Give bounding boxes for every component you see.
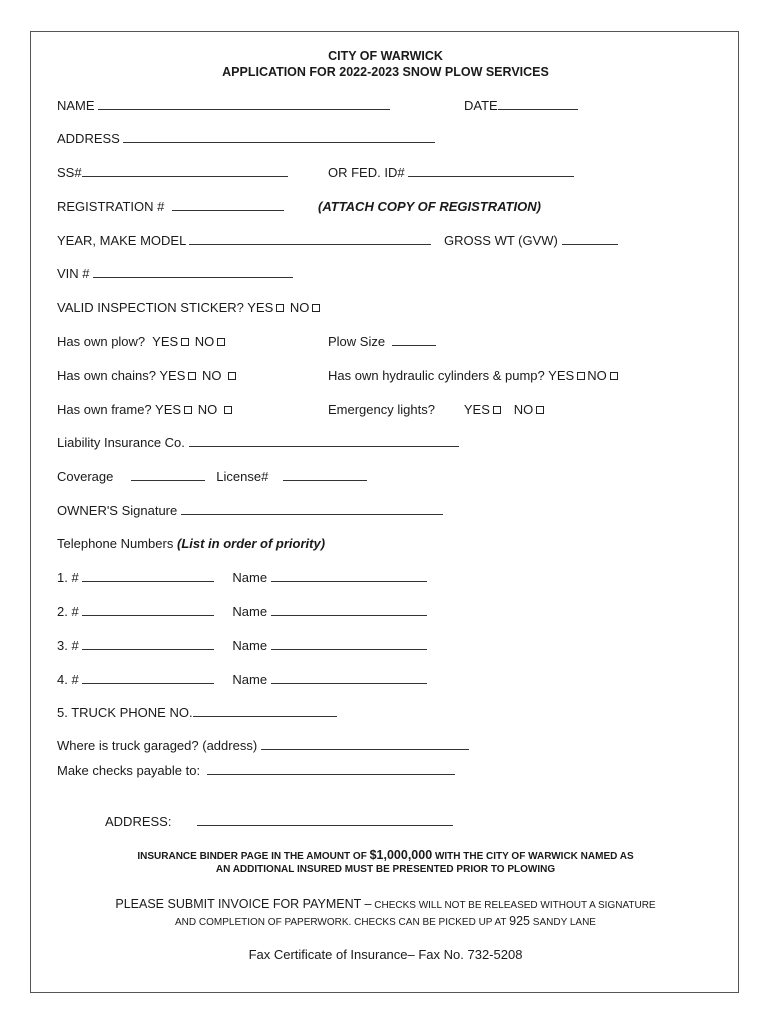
hydraulic-yes-label: YES: [548, 368, 575, 383]
insurance-amount: $1,000,000: [369, 848, 433, 862]
hydraulic-row: [328, 368, 620, 384]
checks-payable-label: Make checks payable to:: [57, 763, 201, 778]
hydraulic-no-label: NO: [587, 368, 607, 383]
own-chains-label: Has own chains?: [57, 368, 156, 383]
garaged-row: [57, 738, 469, 754]
liability-field[interactable]: [189, 435, 459, 447]
insurance-note-line2: AN ADDITIONAL INSURED MUST BE PRESENTED PRIOR TO PLOWING: [215, 864, 556, 875]
own-frame-row: [57, 402, 234, 418]
address-field[interactable]: [123, 131, 435, 143]
own-chains-no-label: NO: [202, 368, 222, 383]
payable-address-field[interactable]: [197, 814, 453, 826]
vin-row: [57, 266, 293, 282]
truck-phone-field[interactable]: [193, 705, 337, 717]
gross-wt-label: GROSS WT (GVW): [444, 233, 558, 248]
hydraulic-label: Has own hydraulic cylinders & pump?: [328, 368, 545, 383]
license-label: License#: [216, 469, 269, 484]
phone-row-4: [57, 672, 427, 688]
phone-hash-label: #: [71, 604, 79, 619]
ss-row: [57, 165, 288, 181]
form-title-application: APPLICATION FOR 2022-2023 SNOW PLOW SERVICES: [222, 65, 549, 79]
phone-number-1-index: 1.: [57, 570, 68, 585]
phone-2-name-field[interactable]: [271, 604, 427, 616]
submit-note-line2: [31, 914, 740, 928]
own-plow-yes-checkbox[interactable]: [181, 338, 189, 346]
fed-id-field[interactable]: [408, 165, 574, 177]
owner-signature-field[interactable]: [181, 503, 443, 515]
telephone-priority-note: (List in order of priority): [176, 536, 326, 551]
phone-2-field[interactable]: [82, 604, 214, 616]
checks-payable-field[interactable]: [207, 763, 455, 775]
emergency-lights-yes-checkbox[interactable]: [493, 406, 501, 414]
phone-name-label: Name: [232, 672, 268, 687]
registration-label: REGISTRATION #: [57, 199, 165, 214]
gross-wt-field[interactable]: [562, 233, 618, 245]
own-plow-row: [57, 334, 227, 350]
plow-size-label: Plow Size: [328, 334, 386, 349]
phone-1-field[interactable]: [82, 570, 214, 582]
emergency-lights-label: Emergency lights?: [328, 402, 435, 417]
gross-wt-row: [444, 233, 618, 249]
phone-row-3: [57, 638, 427, 654]
application-form: [30, 31, 739, 993]
inspection-yes-checkbox[interactable]: [276, 304, 284, 312]
checks-payable-row: [57, 763, 455, 779]
date-field[interactable]: [498, 98, 578, 110]
inspection-row: [57, 300, 322, 316]
insurance-note-text: INSURANCE BINDER PAGE IN THE AMOUNT OF: [137, 851, 367, 862]
inspection-yes-label: YES: [247, 300, 274, 315]
phone-hash-label: #: [71, 570, 79, 585]
coverage-field[interactable]: [131, 469, 205, 481]
emergency-lights-no-checkbox[interactable]: [536, 406, 544, 414]
phone-3-field[interactable]: [82, 638, 214, 650]
own-plow-label: Has own plow?: [57, 334, 146, 349]
own-chains-yes-checkbox[interactable]: [188, 372, 196, 380]
year-make-model-label: YEAR, MAKE MODEL: [57, 233, 186, 248]
plow-size-row: [328, 334, 436, 350]
registration-row: [57, 199, 284, 215]
date-label: DATE: [464, 98, 498, 113]
payable-address-label: ADDRESS:: [105, 814, 172, 829]
liability-label: Liability Insurance Co.: [57, 435, 185, 450]
phone-row-1: [57, 570, 427, 586]
fed-id-row: [328, 165, 574, 181]
phone-number-3-index: 3.: [57, 638, 68, 653]
own-plow-no-label: NO: [194, 334, 215, 349]
phone-name-label: Name: [232, 638, 268, 653]
address-row: [57, 131, 435, 147]
hydraulic-yes-checkbox[interactable]: [577, 372, 585, 380]
liability-row: [57, 435, 459, 451]
phone-number-2-index: 2.: [57, 604, 68, 619]
phone-1-name-field[interactable]: [271, 570, 427, 582]
phone-3-name-field[interactable]: [271, 638, 427, 650]
year-make-model-field[interactable]: [189, 233, 431, 245]
ss-label: SS#: [57, 165, 82, 180]
name-label: NAME: [57, 98, 95, 113]
phone-number-4-index: 4.: [57, 672, 68, 687]
plow-size-field[interactable]: [392, 334, 436, 346]
pickup-street-number: 925: [509, 914, 531, 928]
own-chains-row: [57, 368, 238, 384]
truck-phone-label: 5. TRUCK PHONE NO.: [57, 705, 193, 720]
form-title-city: CITY OF WARWICK: [328, 49, 443, 63]
name-row: [57, 98, 390, 114]
own-frame-yes-label: YES: [155, 402, 182, 417]
coverage-row: [57, 469, 367, 485]
inspection-no-label: NO: [289, 300, 310, 315]
fed-id-label: OR FED. ID#: [328, 165, 405, 180]
fax-note: Fax Certificate of Insurance– Fax No. 732-5208: [248, 947, 523, 962]
telephone-label: Telephone Numbers: [57, 536, 174, 551]
owner-signature-row: [57, 503, 443, 519]
own-plow-yes-label: YES: [152, 334, 179, 349]
address-label: ADDRESS: [57, 131, 120, 146]
inspection-label: VALID INSPECTION STICKER?: [57, 300, 244, 315]
phone-row-2: [57, 604, 427, 620]
vin-label: VIN #: [57, 266, 90, 281]
year-make-model-row: [57, 233, 431, 249]
coverage-label: Coverage: [57, 469, 114, 484]
submit-note-text-2: AND COMPLETION OF PAPERWORK. CHECKS CAN BE PICKED UP AT: [175, 917, 507, 928]
own-frame-no-checkbox[interactable]: [224, 406, 232, 414]
garaged-label: Where is truck garaged? (address): [57, 738, 258, 753]
phone-hash-label: #: [71, 672, 79, 687]
ss-field[interactable]: [82, 165, 288, 177]
emergency-lights-no-label: NO: [513, 402, 534, 417]
submit-note-text: CHECKS WILL NOT BE RELEASED WITHOUT A SIGNATURE: [374, 900, 656, 911]
submit-note-line1: [31, 897, 740, 911]
insurance-note-text-b: WITH THE CITY OF WARWICK NAMED AS: [434, 851, 634, 862]
telephone-heading: [57, 536, 325, 552]
own-frame-label: Has own frame?: [57, 402, 152, 417]
submit-note-heading: PLEASE SUBMIT INVOICE FOR PAYMENT –: [115, 897, 372, 911]
name-field[interactable]: [98, 98, 390, 110]
owner-signature-label: OWNER'S Signature: [57, 503, 178, 518]
phone-name-label: Name: [232, 604, 268, 619]
emergency-lights-yes-label: YES: [463, 402, 490, 417]
phone-name-label: Name: [232, 570, 268, 585]
vin-field[interactable]: [93, 266, 293, 278]
pickup-street-name: SANDY LANE: [532, 917, 596, 928]
garaged-field[interactable]: [261, 738, 469, 750]
phone-4-name-field[interactable]: [271, 672, 427, 684]
hydraulic-no-checkbox[interactable]: [610, 372, 618, 380]
own-frame-yes-checkbox[interactable]: [184, 406, 192, 414]
emergency-lights-row: [328, 402, 546, 418]
phone-4-field[interactable]: [82, 672, 214, 684]
own-chains-yes-label: YES: [159, 368, 186, 383]
insurance-note-line1: [31, 848, 740, 862]
phone-hash-label: #: [71, 638, 79, 653]
truck-phone-row: [57, 705, 337, 721]
license-field[interactable]: [283, 469, 367, 481]
attach-registration-note: (ATTACH COPY OF REGISTRATION): [318, 199, 541, 214]
own-plow-no-checkbox[interactable]: [217, 338, 225, 346]
registration-field[interactable]: [172, 199, 284, 211]
inspection-no-checkbox[interactable]: [312, 304, 320, 312]
date-row: [464, 98, 578, 114]
own-frame-no-label: NO: [197, 402, 218, 417]
own-chains-no-checkbox[interactable]: [228, 372, 236, 380]
payable-address-row: [105, 814, 453, 830]
